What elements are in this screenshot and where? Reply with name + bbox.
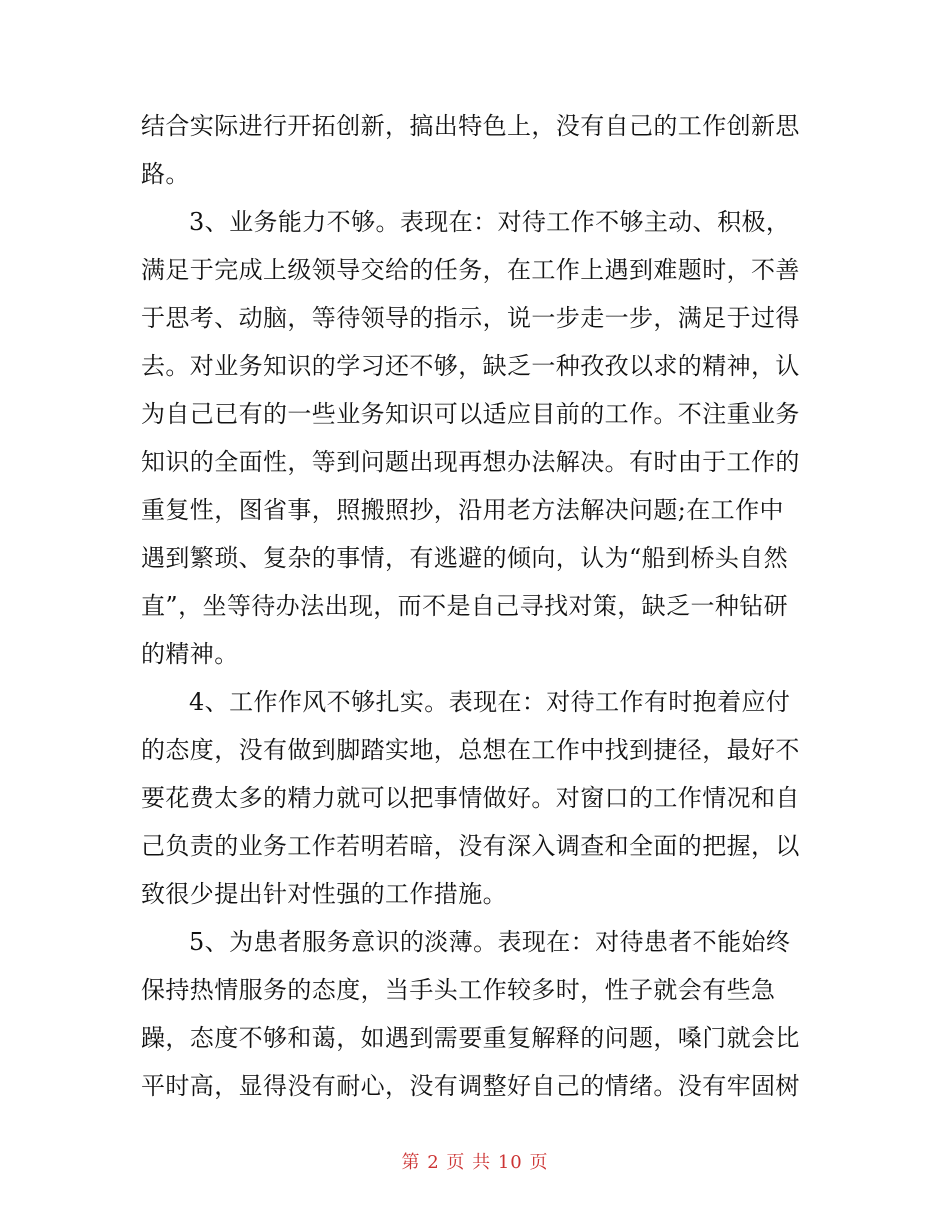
text-line: 致很少提出针对性强的工作措施。 (141, 880, 507, 908)
text-line: 满足于完成上级领导交给的任务，在工作上遇到难题时，不善 (141, 256, 800, 284)
text-line: 躁，态度不够和蔼，如遇到需要重复解释的问题，嗓门就会比 (141, 1024, 800, 1052)
paragraph-start-line: 5、为患者服务意识的淡薄。表现在：对待患者不能始终 (189, 928, 791, 956)
text-line: 直”，坐等待办法出现，而不是自己寻找对策，缺乏一种钻研 (141, 592, 789, 620)
text-line: 平时高，显得没有耐心，没有调整好自己的情绪。没有牢固树 (141, 1072, 800, 1100)
text-line: 遇到繁琐、复杂的事情，有逃避的倾向，认为“船到桥头自然 (141, 544, 789, 572)
text-line: 保持热情服务的态度，当手头工作较多时，性子就会有些急 (141, 976, 776, 1004)
text-line: 知识的全面性，等到问题出现再想办法解决。有时由于工作的 (141, 448, 800, 476)
text-line: 的精神。 (141, 640, 239, 668)
text-line: 的态度，没有做到脚踏实地，总想在工作中找到捷径，最好不 (141, 736, 800, 764)
text-line: 于思考、动脑，等待领导的指示，说一步走一步，满足于过得 (141, 304, 800, 332)
text-line: 要花费太多的精力就可以把事情做好。对窗口的工作情况和自 (141, 784, 800, 812)
page-number-footer: 第 2 页 共 10 页 (401, 1152, 549, 1173)
document-body (141, 102, 813, 1110)
paragraph-start-line: 3、业务能力不够。表现在：对待工作不够主动、积极， (189, 208, 791, 236)
text-line: 路。 (141, 160, 190, 188)
text-line: 去。对业务知识的学习还不够，缺乏一种孜孜以求的精神，认 (141, 352, 800, 380)
text-line: 己负责的业务工作若明若暗，没有深入调查和全面的把握，以 (141, 832, 800, 860)
text-line: 为自己已有的一些业务知识可以适应目前的工作。不注重业务 (141, 400, 800, 428)
text-line: 重复性，图省事，照搬照抄，沿用老方法解决问题;在工作中 (141, 496, 784, 524)
text-line: 结合实际进行开拓创新，搞出特色上，没有自己的工作创新思 (141, 112, 800, 140)
paragraph-start-line: 4、工作作风不够扎实。表现在：对待工作有时抱着应付 (189, 688, 791, 716)
